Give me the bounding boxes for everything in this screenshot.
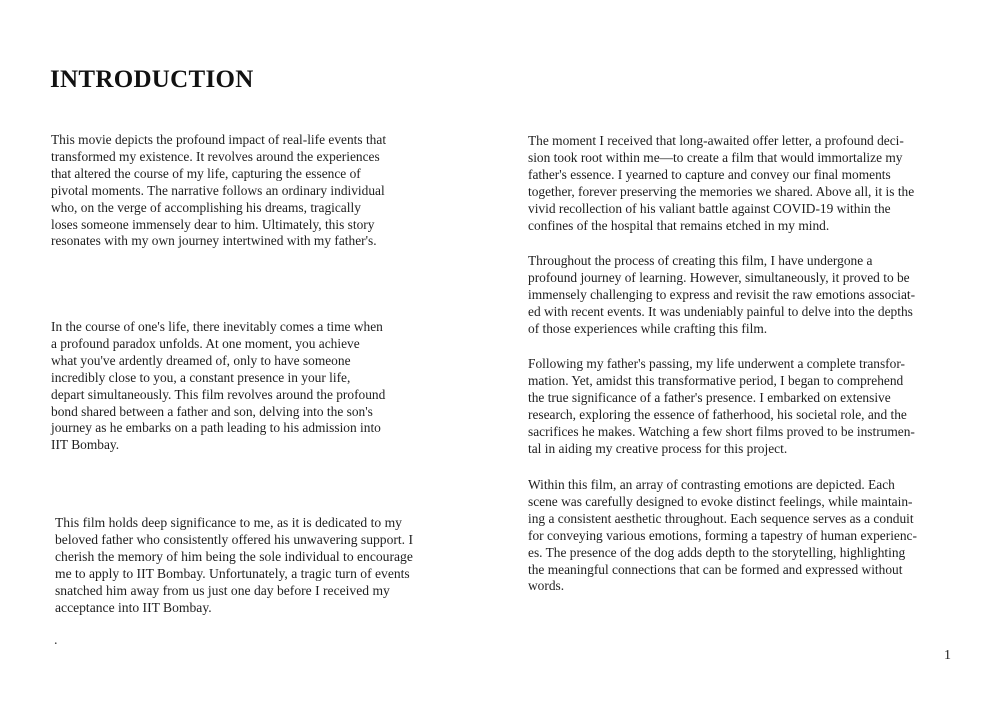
text-line: words. <box>528 578 565 594</box>
text-line: IIT Bombay. <box>51 437 120 453</box>
emotions-paragraph <box>528 477 917 595</box>
text-line: what you've ardently dreamed of, only to have someone <box>51 352 351 368</box>
text-line: beloved father who consistently offered his unwavering support. I <box>55 531 414 547</box>
text-line: The moment I received that long-awaited offer letter, a profound deci- <box>528 133 904 148</box>
text-line: depart simultaneously. This film revolves around the profound <box>51 386 386 402</box>
text-line: Following my father's passing, my life underwent a complete transfor- <box>528 356 905 371</box>
learning-paragraph <box>528 253 915 338</box>
intro-paragraph-1 <box>51 132 386 250</box>
text-line: Throughout the process of creating this film, I have undergone a <box>528 253 873 268</box>
text-line: me to apply to IIT Bombay. Unfortunately, a tragic turn of events <box>55 565 410 581</box>
transformation-paragraph <box>528 356 915 457</box>
text-line: vivid recollection of his valiant battle against COVID-19 within the <box>528 200 891 216</box>
intro-paragraph-2 <box>51 319 385 454</box>
text-line: immensely challenging to express and revisit the raw emotions associat- <box>528 286 916 302</box>
text-line: ed with recent events. It was undeniably painful to delve into the depths <box>528 303 913 319</box>
text-line: profound journey of learning. However, simultaneously, it proved to be <box>528 269 910 285</box>
text-line: cherish the memory of him being the sole individual to encourage <box>55 548 413 564</box>
text-line: This movie depicts the profound impact of real-life events that <box>51 132 387 147</box>
text-line: Within this film, an array of contrasting emotions are depicted. Each <box>528 477 895 492</box>
text-line: resonates with my own journey intertwined with my father's. <box>51 233 377 249</box>
dedication-paragraph <box>55 515 413 616</box>
text-line: tal in aiding my creative process for this project. <box>528 440 788 456</box>
text-line: that altered the course of my life, capturing the essence of <box>51 165 361 181</box>
text-line: acceptance into IIT Bombay. <box>55 599 212 615</box>
text-line: pivotal moments. The narrative follows an ordinary individual <box>51 182 385 198</box>
text-line: es. The presence of the dog adds depth to the storytelling, highlighting <box>528 544 906 560</box>
text-line: bond shared between a father and son, delving into the son's <box>51 403 373 419</box>
text-line: This film holds deep significance to me, as it is dedicated to my <box>55 515 402 530</box>
text-line: loses someone immensely dear to him. Ultimately, this story <box>51 216 375 232</box>
text-line: incredibly close to you, a constant presence in your life, <box>51 369 351 385</box>
page-title: INTRODUCTION <box>50 66 254 93</box>
text-line: a profound paradox unfolds. At one moment, you achieve <box>51 335 360 351</box>
text-line: sacrifices he makes. Watching a few short films proved to be instrumen- <box>528 423 915 439</box>
text-line: sion took root within me—to create a film that would immortalize my <box>528 149 903 165</box>
text-line: of those experiences while crafting this film. <box>528 320 768 336</box>
text-line: In the course of one's life, there inevitably comes a time when <box>51 319 383 334</box>
text-line: father's essence. I yearned to capture and convey our final moments <box>528 166 891 182</box>
text-line: the meaningful connections that can be formed and expressed without <box>528 561 903 577</box>
text-line: research, exploring the essence of fatherhood, his societal role, and the <box>528 406 907 422</box>
text-line: scene was carefully designed to evoke distinct feelings, while maintain- <box>528 493 913 509</box>
text-line: for conveying various emotions, forming a tapestry of human experienc- <box>528 527 917 543</box>
text-line: together, forever preserving the memories we shared. Above all, it is the <box>528 183 915 199</box>
text-line: journey as he embarks on a path leading to his admission into <box>51 420 381 436</box>
text-line: confines of the hospital that remains etched in my mind. <box>528 217 830 233</box>
text-line: mation. Yet, amidst this transformative period, I began to comprehend <box>528 372 904 388</box>
page-number: 1 <box>944 648 951 663</box>
text-line: ing a consistent aesthetic throughout. Each sequence serves as a conduit <box>528 510 914 526</box>
text-line: the true significance of a father's presence. I embarked on extensive <box>528 389 891 405</box>
trailing-period: . <box>54 633 58 648</box>
text-line: snatched him away from us just one day before I received my <box>55 582 390 598</box>
offer-letter-paragraph <box>528 133 914 234</box>
text-line: who, on the verge of accomplishing his dreams, tragically <box>51 199 361 215</box>
text-line: transformed my existence. It revolves around the experiences <box>51 148 380 164</box>
